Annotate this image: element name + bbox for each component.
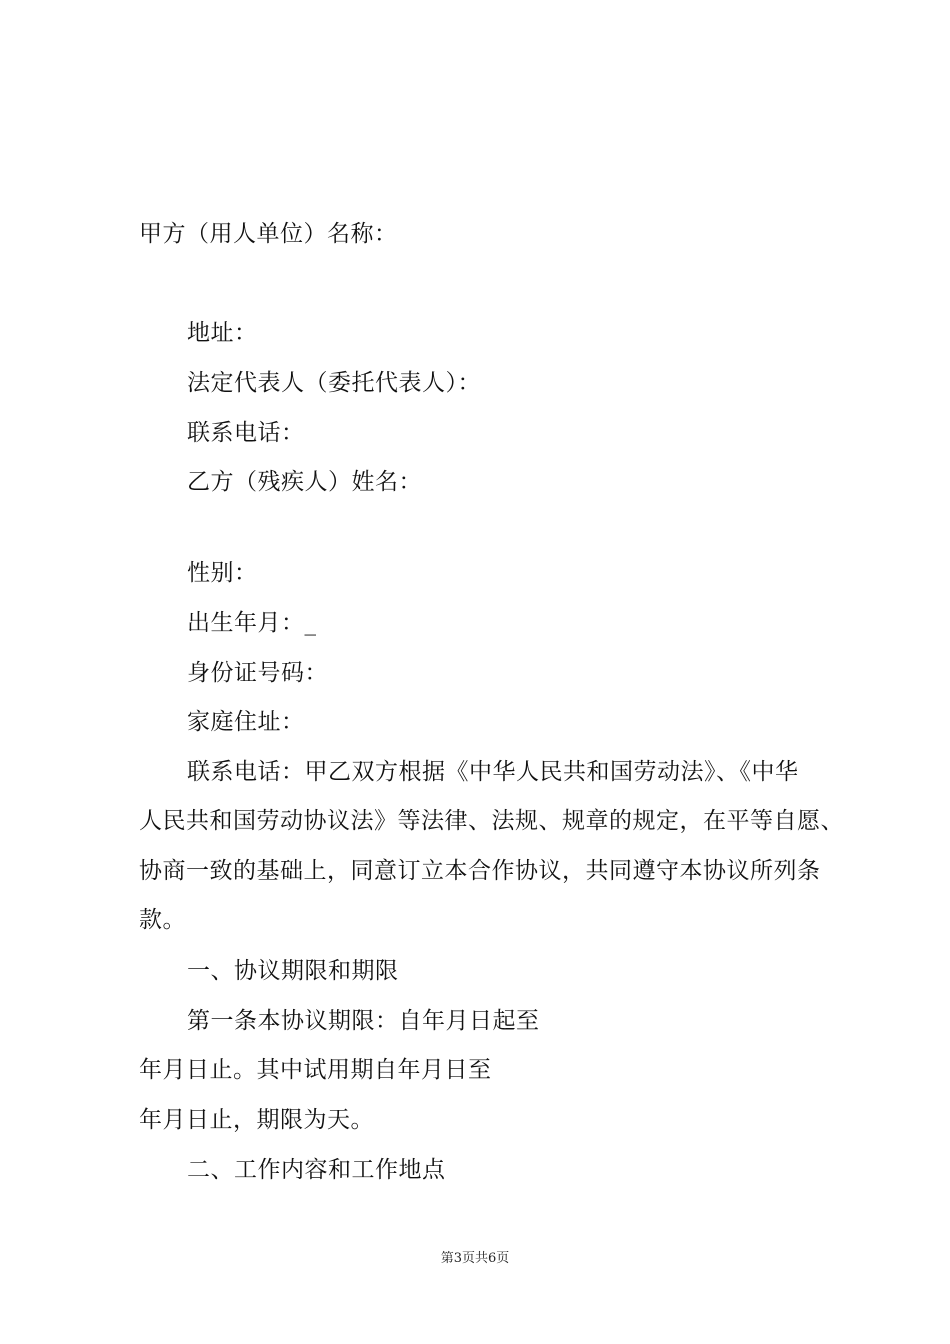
party-b-home-address-line: 家庭住址：	[187, 709, 305, 735]
article-1-line-1: 第一条本协议期限：自年月日起至	[187, 1008, 540, 1034]
party-a-name-line: 甲方（用人单位）名称：	[139, 221, 398, 247]
agreement-intro-line-4: 款。	[139, 907, 186, 933]
party-b-name-line: 乙方（残疾人）姓名：	[187, 469, 422, 495]
article-1-line-3: 年月日止，期限为天。	[139, 1107, 374, 1133]
agreement-intro-line-2: 人民共和国劳动协议法》等法律、法规、规章的规定，在平等自愿、	[139, 808, 844, 834]
agreement-intro-line-1: 联系电话：甲乙双方根据《中华人民共和国劳动法》、《中华	[187, 759, 799, 785]
agreement-intro-line-3: 协商一致的基础上，同意订立本合作协议，共同遵守本协议所列条	[139, 858, 821, 884]
section-2-heading: 二、工作内容和工作地点	[187, 1157, 446, 1183]
party-a-phone-line: 联系电话：	[187, 420, 305, 446]
party-b-birth-line: 出生年月：_	[187, 610, 317, 636]
article-1-line-2: 年月日止。其中试用期自年月日至	[139, 1057, 492, 1083]
party-a-representative-line: 法定代表人（委托代表人）：	[187, 370, 481, 396]
party-b-id-line: 身份证号码：	[187, 660, 328, 686]
party-a-address-line: 地址：	[187, 320, 258, 346]
page-number-footer: 第3页共6页	[440, 1251, 510, 1266]
section-1-heading: 一、协议期限和期限	[187, 958, 399, 984]
party-b-gender-line: 性别：	[187, 560, 258, 586]
